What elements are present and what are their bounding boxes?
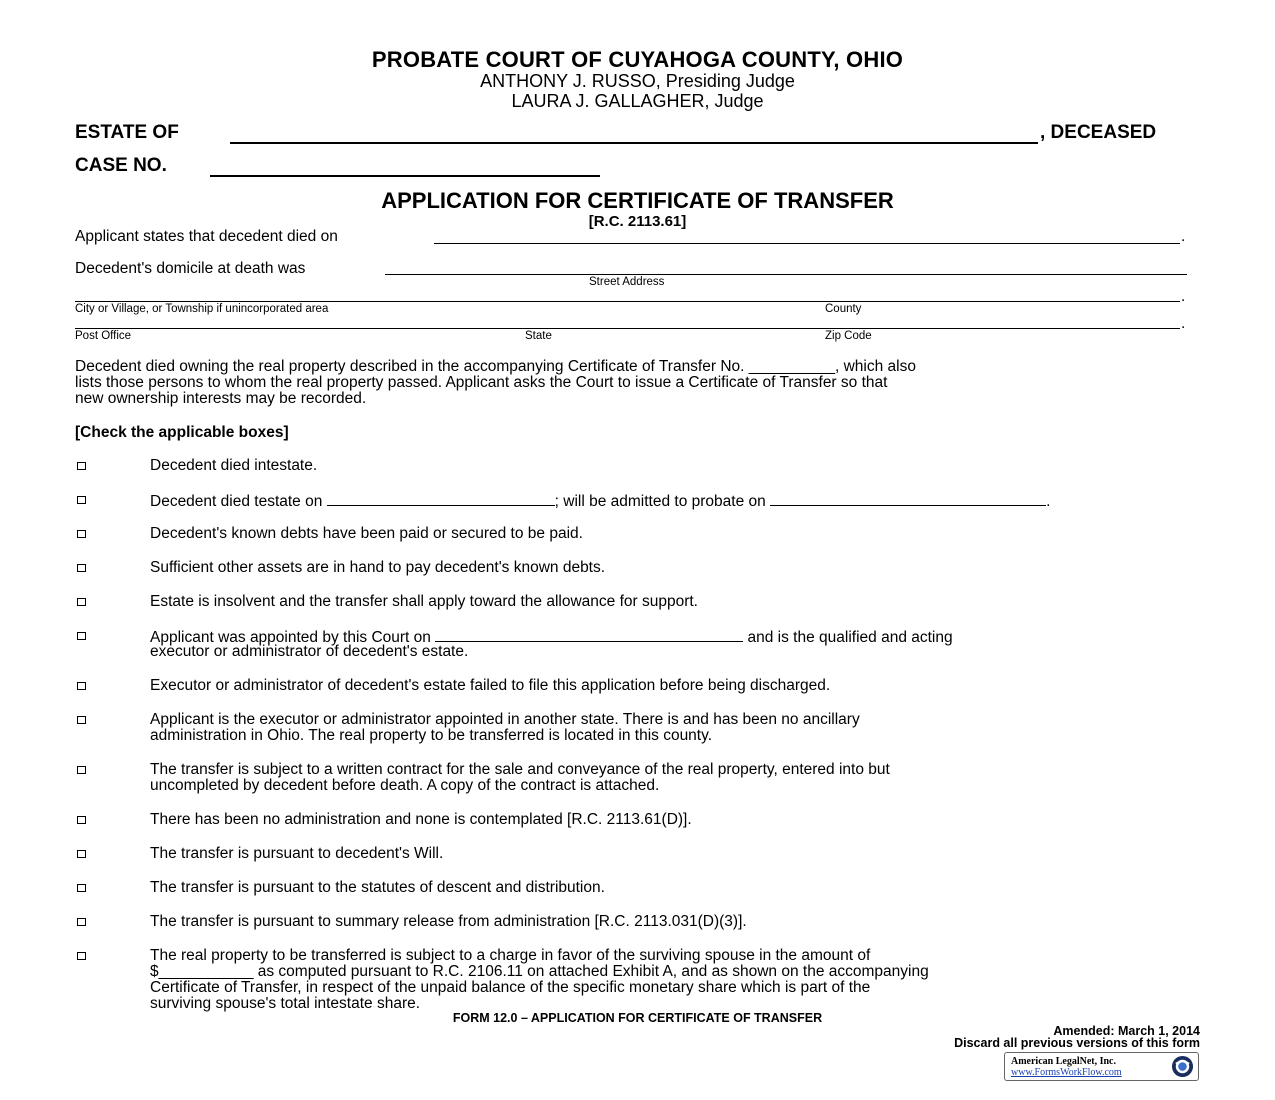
deceased-label: , DECEASED bbox=[1040, 122, 1157, 143]
case-number-field[interactable] bbox=[210, 175, 600, 177]
period: . bbox=[1181, 315, 1186, 332]
intro-line-1: Decedent died owning the real property described in the accompanying Certificate of Transfer No. __________, which also bbox=[75, 358, 916, 375]
intro-line-3: new ownership interests may be recorded. bbox=[75, 390, 367, 407]
item-failed-to-file: Executor or administrator of decedent's estate failed to file this application before being discharged. bbox=[150, 677, 831, 694]
street-address-caption: Street Address bbox=[589, 276, 665, 288]
zip-caption: Zip Code bbox=[825, 330, 872, 342]
checkbox-insolvent[interactable] bbox=[77, 598, 86, 606]
item-another-state-line-2: administration in Ohio. The real property to be transferred is located in this county. bbox=[150, 727, 713, 744]
item-pursuant-will: The transfer is pursuant to decedent's Will. bbox=[150, 845, 444, 862]
street-address-field[interactable] bbox=[385, 274, 1187, 275]
item-appointed-line-2: executor or administrator of decedent's estate. bbox=[150, 643, 469, 660]
item-appointed-text-2: and is the qualified and acting bbox=[743, 629, 953, 646]
item-summary-release: The transfer is pursuant to summary release from administration [R.C. 2113.031(D)(3)]. bbox=[150, 913, 747, 930]
state-caption: State bbox=[525, 330, 552, 342]
item-spouse-charge-line-3: Certificate of Transfer, in respect of the unpaid balance of the specific monetary share which is part of the bbox=[150, 979, 871, 996]
intro-line-2: lists those persons to whom the real property passed. Applicant asks the Court to issue a Certificate of Transfer so that bbox=[75, 374, 888, 391]
date-of-death-field[interactable] bbox=[434, 243, 1180, 244]
period: . bbox=[1181, 288, 1186, 305]
logo-company-name: American LegalNet, Inc. bbox=[1011, 1056, 1116, 1067]
item-insolvent: Estate is insolvent and the transfer shall apply toward the allowance for support. bbox=[150, 593, 698, 610]
checkbox-summary-release[interactable] bbox=[77, 918, 86, 926]
checkbox-another-state[interactable] bbox=[77, 716, 86, 724]
item-spouse-charge-line-2: $___________ as computed pursuant to R.C. 2106.11 on attached Exhibit A, and as shown on the accompanying bbox=[150, 963, 929, 980]
probate-date-field[interactable] bbox=[770, 492, 1046, 506]
checkbox-testate[interactable] bbox=[77, 496, 86, 504]
item-written-contract: The transfer is subject to a written contract for the sale and conveyance of the real property, entered into but bbox=[150, 761, 890, 778]
checkbox-pursuant-will[interactable] bbox=[77, 850, 86, 858]
testate-date-field[interactable] bbox=[327, 492, 555, 506]
item-no-administration: There has been no administration and none is contemplated [R.C. 2113.61(D)]. bbox=[150, 811, 692, 828]
checkbox-intestate[interactable] bbox=[77, 462, 86, 470]
item-written-contract-line-2: uncompleted by decedent before death. A copy of the contract is attached. bbox=[150, 777, 660, 794]
globe-icon bbox=[1171, 1055, 1194, 1078]
item-sufficient-assets: Sufficient other assets are in hand to pay decedent's known debts. bbox=[150, 559, 606, 576]
item-testate-text: Decedent died testate on bbox=[150, 493, 327, 510]
american-legalnet-logo[interactable] bbox=[1004, 1052, 1199, 1081]
form-footer: FORM 12.0 – APPLICATION FOR CERTIFICATE OF TRANSFER bbox=[452, 1011, 823, 1025]
case-number-label: CASE NO. bbox=[75, 155, 167, 176]
checkbox-spouse-charge[interactable] bbox=[77, 952, 86, 960]
checkbox-sufficient-assets[interactable] bbox=[77, 564, 86, 572]
county-caption: County bbox=[825, 303, 862, 315]
amended-date: Amended: March 1, 2014 bbox=[1053, 1024, 1200, 1038]
period: . bbox=[1181, 228, 1186, 245]
checkbox-appointed[interactable] bbox=[77, 632, 86, 640]
statute-reference: [R.C. 2113.61] bbox=[588, 213, 687, 230]
checkbox-debts-paid[interactable] bbox=[77, 530, 86, 538]
checkbox-written-contract[interactable] bbox=[77, 766, 86, 774]
check-heading: [Check the applicable boxes] bbox=[75, 424, 289, 441]
item-spouse-charge: The real property to be transferred is subject to a charge in favor of the surviving spouse in the amount of bbox=[150, 947, 871, 964]
post-office-caption: Post Office bbox=[75, 330, 132, 342]
item-intestate: Decedent died intestate. bbox=[150, 457, 318, 474]
estate-label: ESTATE OF bbox=[75, 122, 179, 143]
judge: LAURA J. GALLAGHER, Judge bbox=[511, 91, 764, 111]
court-name: PROBATE COURT OF CUYAHOGA COUNTY, OHIO bbox=[371, 47, 904, 72]
appointment-date-field[interactable] bbox=[435, 628, 743, 642]
post-office-state-zip-field[interactable] bbox=[75, 328, 1180, 329]
form-title: APPLICATION FOR CERTIFICATE OF TRANSFER bbox=[381, 188, 894, 213]
item-debts-paid: Decedent's known debts have been paid or secured to be paid. bbox=[150, 525, 583, 542]
item-descent-distribution: The transfer is pursuant to the statutes of descent and distribution. bbox=[150, 879, 605, 896]
estate-name-field[interactable] bbox=[230, 142, 1038, 144]
item-testate: Decedent died testate on ; will be admitted to probate on . bbox=[150, 493, 1051, 510]
domicile-label: Decedent's domicile at death was bbox=[75, 260, 306, 277]
discard-notice: Discard all previous versions of this form bbox=[954, 1036, 1200, 1050]
checkbox-failed-to-file[interactable] bbox=[77, 682, 86, 690]
city-county-field[interactable] bbox=[75, 301, 1180, 302]
city-caption: City or Village, or Township if unincorporated area bbox=[75, 303, 329, 315]
item-testate-text-2: ; will be admitted to probate on bbox=[554, 493, 771, 510]
checkbox-no-administration[interactable] bbox=[77, 816, 86, 824]
item-another-state: Applicant is the executor or administrator appointed in another state. There is and has been no ancillary bbox=[150, 711, 860, 728]
item-spouse-charge-line-4: surviving spouse's total intestate share. bbox=[150, 995, 421, 1012]
checkbox-descent-distribution[interactable] bbox=[77, 884, 86, 892]
logo-url[interactable]: www.FormsWorkFlow.com bbox=[1011, 1067, 1122, 1078]
died-on-label: Applicant states that decedent died on bbox=[75, 228, 338, 245]
item-appointed-text: Applicant was appointed by this Court on bbox=[150, 629, 436, 646]
presiding-judge: ANTHONY J. RUSSO, Presiding Judge bbox=[480, 71, 795, 91]
